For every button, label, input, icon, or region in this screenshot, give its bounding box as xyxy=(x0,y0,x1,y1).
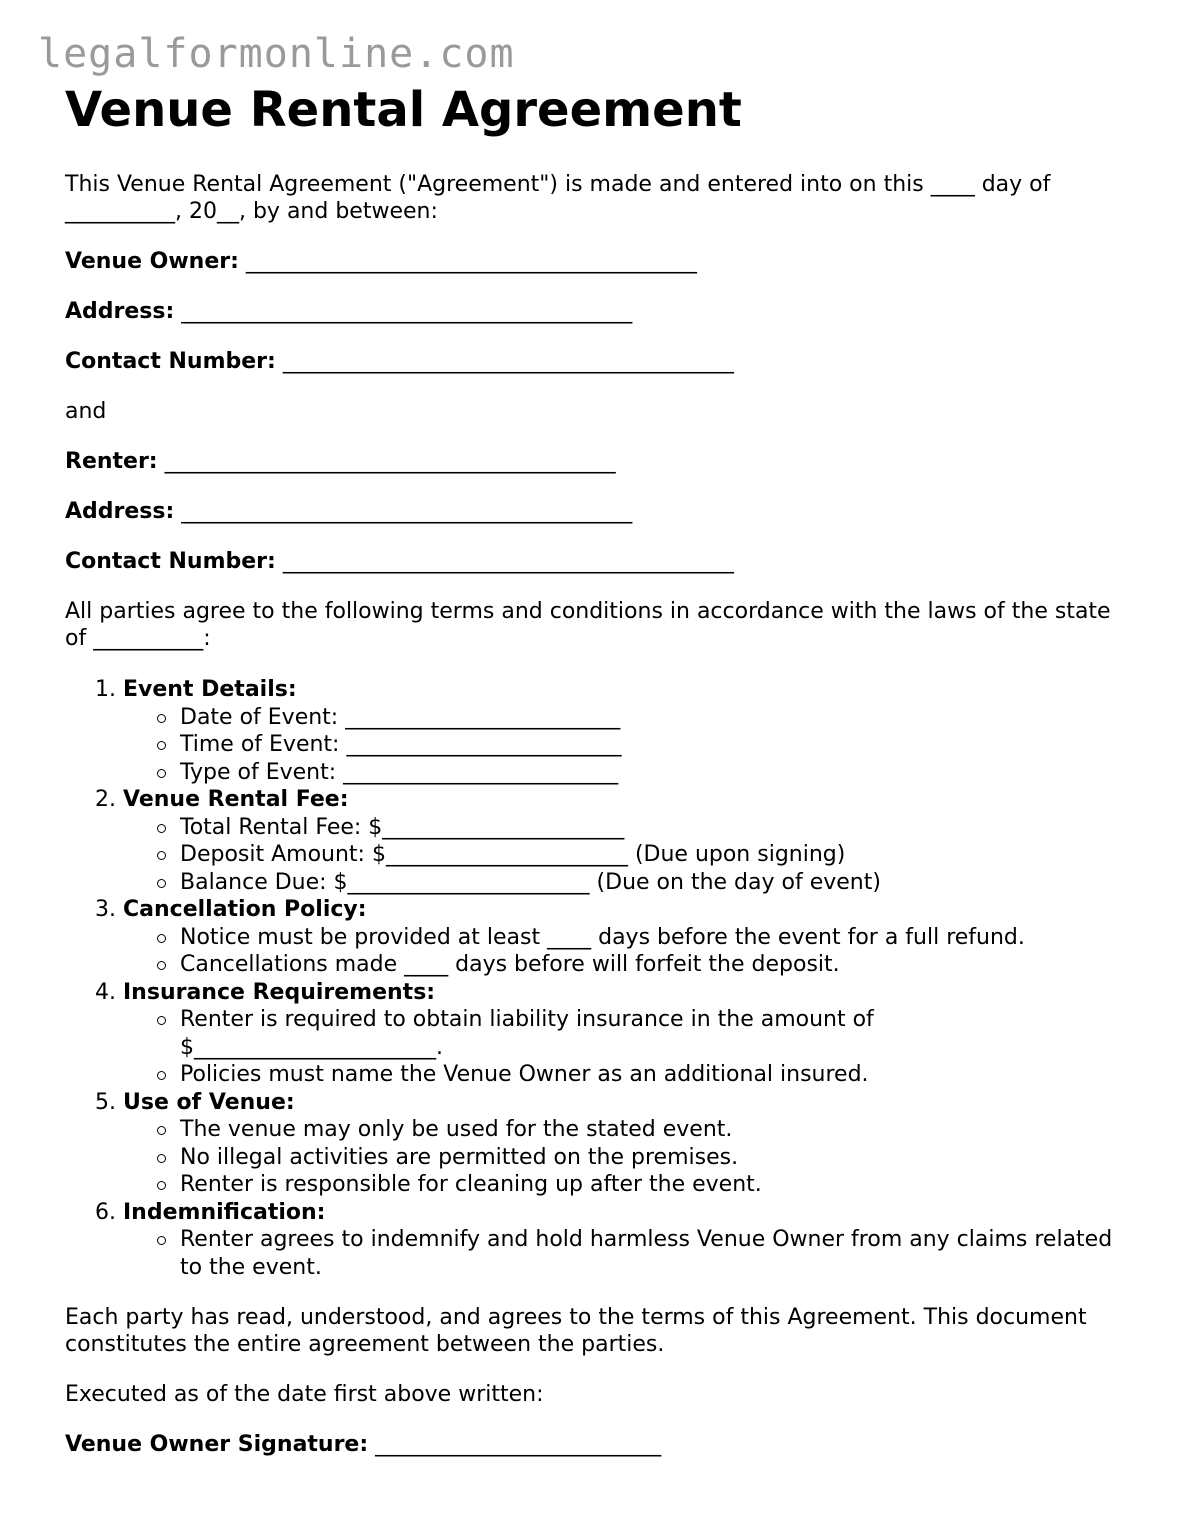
list-item: Deposit Amount: $______________________ (Due upon signing) xyxy=(180,841,1115,869)
renter-name-label: Renter: xyxy=(65,449,158,474)
list-item: Total Rental Fee: $______________________ xyxy=(180,814,1115,842)
watermark-text: legalformonline.com xyxy=(38,31,515,77)
section-heading: Insurance Requirements: xyxy=(123,979,436,1005)
section-rental-fee xyxy=(123,786,1115,896)
executed-text: Executed as of the date first above written: xyxy=(65,1382,544,1407)
section-event-details xyxy=(123,676,1115,786)
section-insurance xyxy=(123,979,1115,1089)
section-heading: Venue Rental Fee: xyxy=(123,787,349,812)
signature-label: Venue Owner Signature: xyxy=(65,1432,369,1457)
renter-contact-label: Contact Number: xyxy=(65,549,276,574)
list-item: Policies must name the Venue Owner as an additional insured. xyxy=(180,1061,1115,1089)
owner-address-field xyxy=(65,298,1115,325)
section-items xyxy=(123,1226,1115,1281)
renter-name-field xyxy=(65,448,1115,475)
terms-list xyxy=(65,676,1115,1281)
signature-field xyxy=(65,1431,1115,1458)
renter-name-blank[interactable]: _________________________________________ xyxy=(164,449,616,474)
renter-address-field xyxy=(65,498,1115,525)
list-item: Type of Event: _________________________ xyxy=(180,759,1115,787)
list-item: Time of Event: _________________________ xyxy=(180,731,1115,759)
list-item: The venue may only be used for the stated event. xyxy=(180,1116,1115,1144)
document-title: Venue Rental Agreement xyxy=(65,82,742,138)
section-items xyxy=(123,1006,1115,1089)
intro-paragraph: This Venue Rental Agreement ("Agreement") is made and entered into on this ____ day of __________, 20__, by and between: xyxy=(65,172,1051,224)
list-item: Date of Event: _________________________ xyxy=(180,704,1115,732)
list-item: Renter is responsible for cleaning up after the event. xyxy=(180,1171,1115,1199)
list-item: Cancellations made ____ days before will forfeit the deposit. xyxy=(180,951,1115,979)
list-item: Renter is required to obtain liability insurance in the amount of $______________________. xyxy=(180,1006,1115,1061)
section-items xyxy=(123,1116,1115,1199)
owner-contact-blank[interactable]: _________________________________________ xyxy=(282,349,734,374)
section-items xyxy=(123,924,1115,979)
renter-contact-blank[interactable]: _________________________________________ xyxy=(282,549,734,574)
owner-address-label: Address: xyxy=(65,299,175,324)
and-text: and xyxy=(65,399,107,424)
list-item: No illegal activities are permitted on the premises. xyxy=(180,1144,1115,1172)
section-heading: Indemnification: xyxy=(123,1199,326,1225)
owner-name-label: Venue Owner: xyxy=(65,249,239,274)
renter-address-blank[interactable]: _________________________________________ xyxy=(181,499,633,524)
renter-address-label: Address: xyxy=(65,499,175,524)
owner-name-blank[interactable]: _________________________________________ xyxy=(245,249,697,274)
list-item: Notice must be provided at least ____ days before the event for a full refund. xyxy=(180,924,1115,952)
owner-address-blank[interactable]: _________________________________________ xyxy=(181,299,633,324)
renter-contact-field xyxy=(65,548,1115,575)
section-use-of-venue xyxy=(123,1089,1115,1199)
section-indemnification xyxy=(123,1199,1115,1282)
section-heading: Use of Venue: xyxy=(123,1089,295,1115)
signature-blank[interactable]: __________________________ xyxy=(375,1432,662,1457)
owner-name-field xyxy=(65,248,1115,275)
section-heading: Event Details: xyxy=(123,677,297,702)
owner-contact-label: Contact Number: xyxy=(65,349,276,374)
section-heading: Cancellation Policy: xyxy=(123,897,367,922)
terms-intro: All parties agree to the following terms and conditions in accordance with the laws of the state of __________: xyxy=(65,599,1111,651)
section-items xyxy=(123,704,1115,787)
closing-paragraph: Each party has read, understood, and agrees to the terms of this Agreement. This document constitutes the entire agreement between the parties. xyxy=(65,1305,1087,1357)
list-item: Balance Due: $______________________ (Due on the day of event) xyxy=(180,869,1115,897)
section-items xyxy=(123,814,1115,897)
section-cancellation-policy xyxy=(123,896,1115,979)
document-page xyxy=(65,82,1115,1458)
list-item: Renter agrees to indemnify and hold harmless Venue Owner from any claims related to the event. xyxy=(180,1226,1115,1281)
owner-contact-field xyxy=(65,348,1115,375)
